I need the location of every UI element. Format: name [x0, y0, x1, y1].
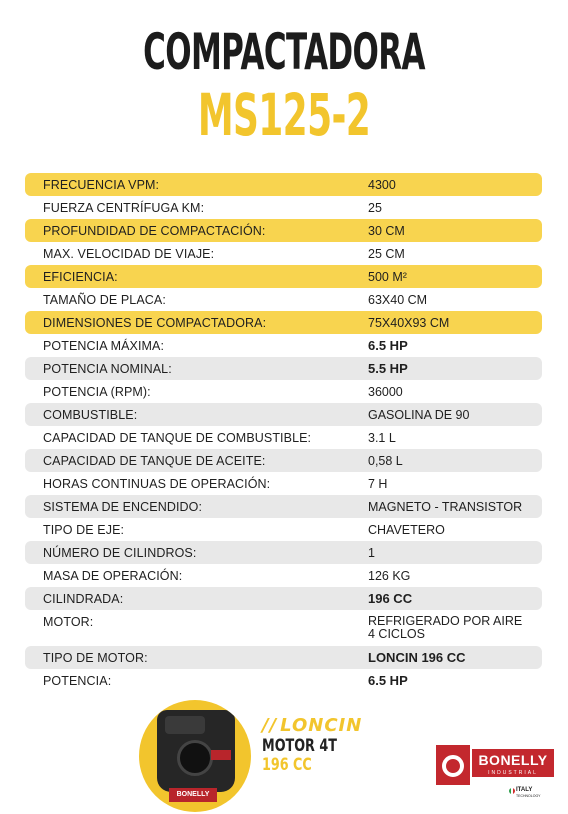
spec-value: 25 [368, 200, 382, 215]
spec-value: 1 [368, 545, 375, 560]
spec-label: POTENCIA NOMINAL: [43, 361, 172, 376]
bonelly-wordmark: BONELLY [472, 749, 554, 777]
spec-label: COMBUSTIBLE: [43, 407, 138, 422]
spec-row [25, 173, 542, 196]
spec-label: POTENCIA MÁXIMA: [43, 338, 165, 353]
spec-row [25, 380, 542, 403]
spec-label: POTENCIA (RPM): [43, 384, 151, 399]
loncin-brand: LONCIN [280, 715, 363, 736]
bonelly-subtitle: INDUSTRIAL [488, 770, 538, 776]
model-title: MS125-2 [197, 81, 371, 149]
spec-value: 36000 [368, 384, 403, 399]
spec-label: CILINDRADA: [43, 591, 124, 606]
spec-value: 30 CM [368, 223, 405, 238]
spec-label: CAPACIDAD DE TANQUE DE COMBUSTIBLE: [43, 430, 312, 445]
spec-label: TAMAÑO DE PLACA: [43, 292, 166, 307]
spec-value: 3.1 L [368, 430, 396, 445]
spec-value: 75X40X93 CM [368, 315, 450, 330]
spec-label: POTENCIA: [43, 673, 112, 688]
spec-row [25, 564, 542, 587]
spec-row [25, 219, 542, 242]
spec-row [25, 265, 542, 288]
spec-label: TIPO DE EJE: [43, 522, 125, 537]
spec-row [25, 288, 542, 311]
spec-row [25, 403, 542, 426]
italy-technology-label: TECHNOLOGY [516, 794, 541, 798]
spec-row [25, 426, 542, 449]
spec-value: 6.5 HP [368, 673, 408, 688]
spec-value: 5.5 HP [368, 361, 408, 376]
spec-value: 196 CC [368, 591, 413, 606]
spec-row [25, 669, 542, 692]
engine-image [139, 700, 251, 812]
spec-row [25, 646, 542, 669]
engine-tank [165, 716, 205, 734]
spec-row [25, 610, 542, 646]
bonelly-mark [436, 745, 470, 785]
italy-label: ITALY [516, 787, 533, 793]
spec-value: CHAVETERO [368, 522, 445, 537]
spec-label: MAX. VELOCIDAD DE VIAJE: [43, 246, 215, 261]
spec-label: EFICIENCIA: [43, 269, 118, 284]
spec-row [25, 311, 542, 334]
spec-label: SISTEMA DE ENCENDIDO: [43, 499, 203, 514]
spec-row [25, 518, 542, 541]
spec-row [25, 472, 542, 495]
spec-label: FRECUENCIA VPM: [43, 177, 160, 192]
spec-row [25, 196, 542, 219]
spec-row [25, 357, 542, 380]
spec-label: TIPO DE MOTOR: [43, 650, 148, 665]
spec-value: 25 CM [368, 246, 405, 261]
spec-label: HORAS CONTINUAS DE OPERACIÓN: [43, 476, 271, 491]
spec-value: GASOLINA DE 90 [368, 407, 470, 422]
spec-value: 63X40 CM [368, 292, 428, 307]
spec-value: 7 H [368, 476, 388, 491]
bonelly-logo [436, 745, 554, 785]
spec-row [25, 334, 542, 357]
spec-row [25, 495, 542, 518]
spec-value: 6.5 HP [368, 338, 408, 353]
spec-row [25, 242, 542, 265]
spec-value: LONCIN 196 CC [368, 650, 466, 665]
spec-value [368, 615, 538, 641]
spec-value: 500 M² [368, 269, 407, 284]
motor-type: MOTOR 4T [262, 736, 337, 756]
italy-flag-icon [509, 788, 515, 794]
spec-value-line: REFRIGERADO POR AIRE [368, 614, 523, 628]
engine-label [211, 750, 231, 760]
spec-label: FUERZA CENTRÍFUGA KM: [43, 200, 205, 215]
engine-body [157, 710, 235, 792]
spec-label: DIMENSIONES DE COMPACTADORA: [43, 315, 267, 330]
spec-label: CAPACIDAD DE TANQUE DE ACEITE: [43, 453, 266, 468]
page-title: COMPACTADORA [143, 23, 425, 81]
title-block [0, 22, 568, 148]
engine-starter [177, 740, 213, 776]
spec-label: MOTOR: [43, 615, 94, 629]
footer-brands [0, 700, 568, 814]
loncin-logo [262, 715, 362, 736]
spec-value: 4300 [368, 177, 396, 192]
spec-value: 126 KG [368, 568, 411, 583]
gear-icon [442, 755, 464, 777]
spec-label: NÚMERO DE CILINDROS: [43, 545, 197, 560]
motor-displacement: 196 CC [262, 755, 312, 775]
spec-value-line: 4 CICLOS [368, 627, 425, 641]
spec-row [25, 449, 542, 472]
loncin-slashes-icon: // [262, 715, 278, 736]
spec-row [25, 541, 542, 564]
engine-brand-badge: BONELLY [169, 788, 217, 802]
spec-label: PROFUNDIDAD DE COMPACTACIÓN: [43, 223, 266, 238]
spec-value: 0,58 L [368, 453, 403, 468]
spec-table [25, 173, 542, 692]
spec-label: MASA DE OPERACIÓN: [43, 568, 183, 583]
spec-value: MAGNETO - TRANSISTOR [368, 499, 523, 514]
spec-row [25, 587, 542, 610]
